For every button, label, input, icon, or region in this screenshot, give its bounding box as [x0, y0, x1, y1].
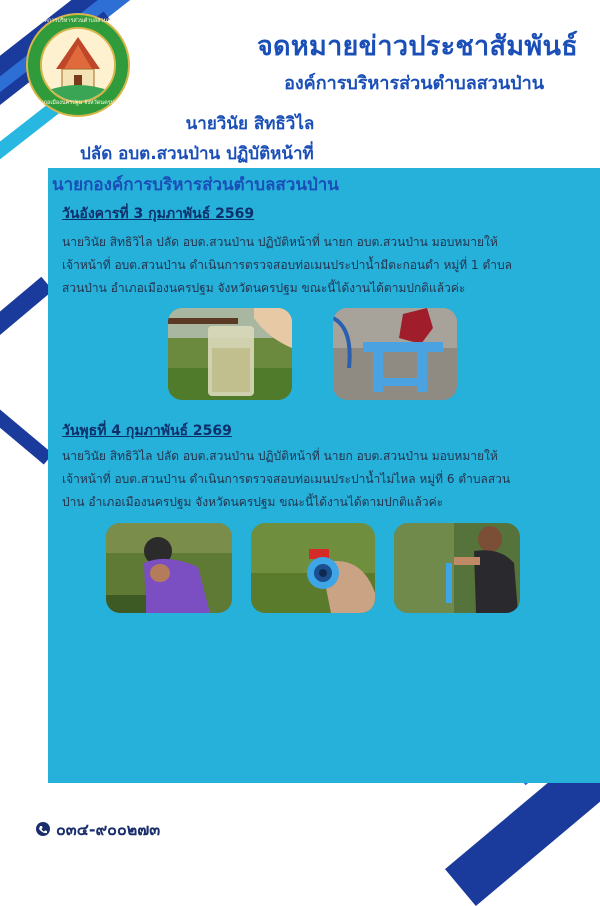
entry-text-line: สวนป่าน อำเภอเมืองนครปฐม จังหวัดนครปฐม ขณะนี้ได้งานได้ตามปกติแล้วค่ะ: [62, 281, 466, 295]
decor-stripe-left-1: [0, 277, 53, 361]
officer-name: นายวินัย สิทธิวิไล: [185, 114, 315, 134]
photo-pipe-inspection: [333, 308, 457, 400]
entry-text: [62, 231, 552, 300]
photo-water-sample: [168, 308, 292, 400]
temple-icon: [42, 29, 114, 101]
phone-number: ๐๓๔-๙๐๐๒๗๓: [56, 820, 161, 839]
entry-date: วันอังคารที่ 3 กุมภาพันธ์ 2569: [62, 206, 255, 222]
logo-bottom-text: อำเภอเมืองนครปฐม จังหวัดนครปฐม: [35, 100, 121, 106]
panel-title: นายกองค์การบริหารส่วนตำบลสวนป่าน: [52, 175, 339, 195]
logo-top-text: องค์การบริหารส่วนตำบลสวนป่าน: [38, 18, 118, 24]
entry-text-line: นายวินัย สิทธิวิไล ปลัด อบต.สวนป่าน ปฏิบัติหน้าที่ นายก อบต.สวนป่าน มอบหมายให้: [62, 449, 498, 463]
entry-text: [62, 445, 552, 514]
phone-icon: [36, 822, 50, 836]
entry-text-line: เจ้าหน้าที่ อบต.สวนป่าน ดำเนินการตรวจสอบท่อเมนประปาน้ำมีตะกอนดำ หมู่ที่ 1 ตำบล: [62, 258, 512, 272]
organization-name: องค์การบริหารส่วนตำบลสวนป่าน: [284, 73, 544, 94]
entry-text-line: นายวินัย สิทธิวิไล ปลัด อบต.สวนป่าน ปฏิบัติหน้าที่ นายก อบต.สวนป่าน มอบหมายให้: [62, 235, 498, 249]
photo-pipe-fitting: [251, 523, 375, 613]
officer-role: ปลัด อบต.สวนป่าน ปฏิบัติหน้าที่: [80, 144, 314, 164]
entry-text-line: ป่าน อำเภอเมืองนครปฐม จังหวัดนครปฐม ขณะนี้ได้งานได้ตามปกติแล้วค่ะ: [62, 495, 444, 509]
newsletter-title: จดหมายข่าวประชาสัมพันธ์: [256, 31, 578, 62]
logo-emblem: [40, 27, 116, 103]
entry-text-line: เจ้าหน้าที่ อบต.สวนป่าน ดำเนินการตรวจสอบท่อเมนประปาน้ำไม่ไหล หมู่ที่ 6 ตำบลสวน: [62, 472, 511, 486]
photo-worker-repair: [394, 523, 520, 613]
entry-date: วันพุธที่ 4 กุมภาพันธ์ 2569: [62, 423, 232, 439]
photo-worker-digging: [106, 523, 232, 613]
